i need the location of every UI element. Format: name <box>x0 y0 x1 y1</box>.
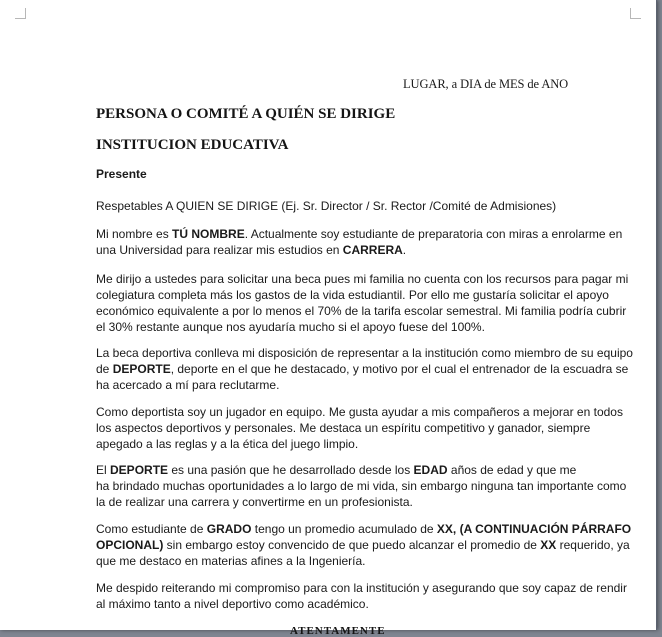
closing-heading: ATENTAMENTE <box>290 625 386 637</box>
paragraph-line: la de realizar una carrera y convertirme en un profesionista. <box>96 495 413 509</box>
age-placeholder: EDAD <box>413 463 448 477</box>
paragraph-line: económico equivalente a por lo menos el 70% de la tarifa escolar semestral. Mi familia podría cubrir <box>96 304 627 318</box>
paragraph-6 <box>96 521 632 569</box>
paragraph-line: ha acercado a mí para reclutarme. <box>96 378 280 392</box>
paragraph-line: El DEPORTE es una pasión que he desarrollado desde los EDAD años de edad y que me <box>96 463 577 477</box>
paragraph-4 <box>96 404 623 452</box>
date-line: LUGAR, a DIA de MES de ANO <box>403 77 569 91</box>
paragraph-line: Mi nombre es TÚ NOMBRE. Actualmente soy estudiante de preparatoria con miras a enrolarme en <box>96 227 623 241</box>
paragraph-line: al máximo tanto a nivel deportivo como académico. <box>96 597 369 611</box>
paragraph-line: los aspectos deportivos y personales. Me destaca un espíritu competitivo y ganador, siempre <box>96 421 591 435</box>
name-placeholder: TÚ NOMBRE <box>172 227 245 241</box>
sport-placeholder: DEPORTE <box>112 362 171 376</box>
paragraph-line: La beca deportiva conlleva mi disposición de representar a la institución como miembro de su equipo <box>96 346 633 360</box>
paragraph-7 <box>96 580 627 612</box>
paragraph-line: una Universidad para realizar mis estudios en CARRERA. <box>96 243 407 257</box>
optional-note: (A CONTINUACIÓN PÁRRAFO <box>459 522 632 536</box>
optional-note: OPCIONAL) <box>96 538 164 552</box>
paragraph-line: colegiatura completa más los gastos de la vida estudiantil. Por ello me gustaría solicitar el apoyo <box>96 288 609 302</box>
presente-label: Presente <box>96 167 147 181</box>
paragraph-5 <box>96 462 627 510</box>
paragraph-line: el 30% restante aunque nos ayudaría mucho si el apoyo fuese del 100%. <box>96 320 485 334</box>
paragraph-line: Como deportista soy un jugador en equipo. Me gusta ayudar a mis compañeros a mejorar en todos <box>96 405 623 419</box>
recipient-heading: PERSONA O COMITÉ A QUIÉN SE DIRIGE <box>96 106 396 122</box>
margin-corner-mark <box>630 8 641 19</box>
grade-placeholder: GRADO <box>206 522 252 536</box>
sport-placeholder: DEPORTE <box>110 463 169 477</box>
career-placeholder: CARRERA <box>342 243 403 257</box>
paragraph-line: OPCIONAL) sin embargo estoy convencido de que puedo alcanzar el promedio de XX requerido, ya <box>96 538 630 552</box>
average-placeholder: XX <box>540 538 557 552</box>
paragraph-line: Me dirijo a ustedes para solicitar una beca pues mi familia no cuenta con los recursos para pagar mi <box>96 272 629 286</box>
paragraph-line: apegado a las reglas y a la ética del juego limpio. <box>96 437 359 451</box>
salutation <box>96 198 576 214</box>
paragraph-1 <box>96 226 623 258</box>
paragraph-line: de DEPORTE, deporte en el que he destacado, y motivo por el cual el entrenador de la escuadra se <box>96 362 629 376</box>
salutation-text: Respetables A QUIEN SE DIRIGE (Ej. Sr. Director / Sr. Rector /Comité de Admisiones) <box>96 199 557 213</box>
paragraph-line: ha brindado muchas oportunidades a lo largo de mi vida, sin embargo ninguna tan importante como <box>96 479 627 493</box>
paragraph-line: Como estudiante de GRADO tengo un promedio acumulado de XX, (A CONTINUACIÓN PÁRRAFO <box>96 522 632 536</box>
margin-corner-mark <box>15 8 26 19</box>
average-placeholder: XX <box>436 522 453 536</box>
paragraph-2 <box>96 271 629 335</box>
institution-heading: INSTITUCION EDUCATIVA <box>96 137 289 153</box>
paragraph-line: que me destaco en materias afines a la Ingeniería. <box>96 554 366 568</box>
paragraph-3 <box>96 345 633 393</box>
paragraph-line: Me despido reiterando mi compromiso para con la institución y asegurando que soy capaz de rendir <box>96 581 627 595</box>
